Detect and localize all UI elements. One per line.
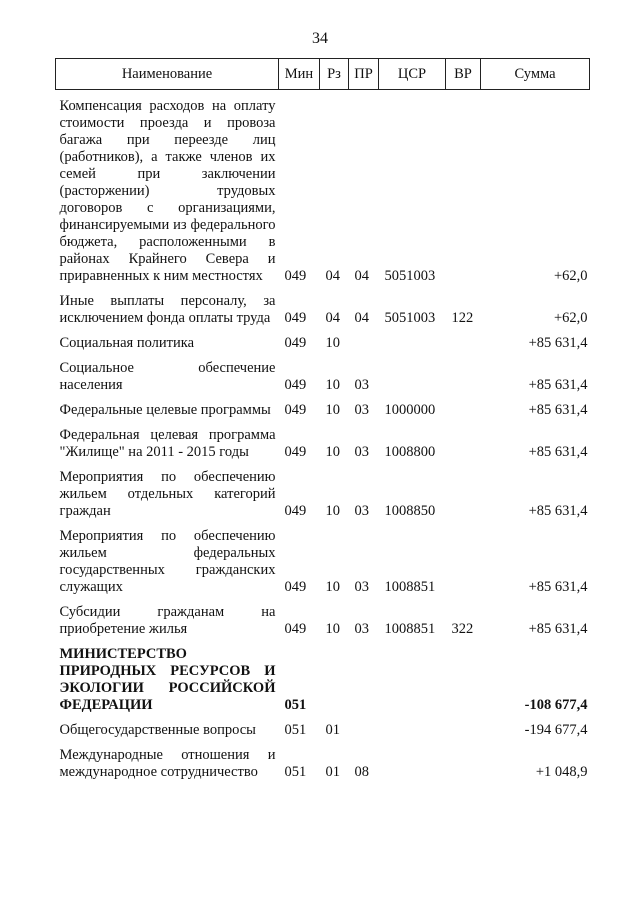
row-csr: 1008800 [384,444,436,460]
row-rz: 10 [325,503,340,519]
header-name: Наименование [56,59,279,90]
row-csr: 1008851 [384,579,436,595]
row-name-text: Международные отношения и международное сотрудничество [59,747,276,780]
header-rz: Рз [320,59,349,90]
row-name [56,427,279,461]
row-pr: 03 [354,621,369,637]
row-vr: 122 [451,310,474,326]
row-min: 049 [284,402,307,418]
row-rz: 10 [325,402,340,418]
row-spacer [56,596,590,604]
table-row [56,469,590,520]
row-min: 049 [284,621,307,637]
table-row [56,747,590,781]
row-sum: -194 677,4 [524,722,588,738]
row-rz: 10 [325,621,340,637]
row-spacer [56,419,590,427]
row-min: 049 [284,444,307,460]
table-row [56,722,590,739]
header-pr: ПР [349,59,379,90]
row-pr: 03 [354,402,369,418]
row-spacer [56,327,590,335]
row-name [56,528,279,596]
row-spacer [56,739,590,747]
row-rz: 04 [325,268,340,284]
row-csr [379,360,446,394]
row-pr [349,722,379,739]
row-rz: 10 [325,377,340,393]
table-header [56,59,590,90]
row-name-text: Субсидии гражданам на приобретение жилья [59,604,276,637]
table-row [56,360,590,394]
row-min: 051 [284,697,307,713]
row-sum: +85 631,4 [528,579,588,595]
row-spacer [56,520,590,528]
row-name [56,98,279,285]
row-rz: 01 [325,764,340,780]
row-name [56,360,279,394]
row-sum: +62,0 [553,268,588,284]
row-vr [446,528,481,596]
row-min: 049 [284,503,307,519]
row-name-text: Общегосударственные вопросы [59,722,256,738]
row-min: 049 [284,579,307,595]
row-vr [446,722,481,739]
budget-table [55,58,590,781]
row-min: 049 [284,310,307,326]
row-name [56,469,279,520]
row-csr [379,722,446,739]
row-vr [446,469,481,520]
row-vr [446,646,481,714]
row-min: 049 [284,335,307,351]
row-csr: 1008851 [384,621,436,637]
row-name-text: Компенсация расходов на оплату стоимости проезда и провоза багажа при переезде лиц (работников), а также членов их семей при заключении (расторжении) трудовых договоров с организациями, финансируемыми из федерального бюджета, расположенными в районах Крайнего Севера и приравненных к ним местностях [59,98,276,284]
table-row [56,98,590,285]
row-rz: 10 [325,335,340,351]
row-vr [446,360,481,394]
table-row [56,528,590,596]
row-rz: 10 [325,444,340,460]
row-spacer [56,394,590,402]
row-sum: +85 631,4 [528,402,588,418]
row-name-text: Мероприятия по обеспечению жильем федеральных государственных гражданских служащих [59,528,276,595]
row-min: 049 [284,268,307,284]
page-number: 34 [312,30,328,47]
row-name [56,402,279,419]
row-spacer [56,714,590,722]
row-name [56,646,279,714]
header-vr: ВР [446,59,481,90]
row-rz: 04 [325,310,340,326]
row-csr: 1000000 [384,402,436,418]
row-rz: 10 [325,579,340,595]
row-sum: +1 048,9 [535,764,588,780]
row-vr: 322 [451,621,474,637]
row-spacer [56,90,590,99]
row-pr: 08 [354,764,369,780]
row-pr: 03 [354,444,369,460]
row-name-text: Федеральные целевые программы [59,402,271,418]
row-vr [446,747,481,781]
row-name [56,747,279,781]
row-vr [446,402,481,419]
row-sum: +85 631,4 [528,335,588,351]
row-sum: +85 631,4 [528,444,588,460]
row-name [56,293,279,327]
row-pr: 03 [354,503,369,519]
row-csr [379,335,446,352]
row-rz [320,646,349,714]
row-vr [446,335,481,352]
row-csr [379,646,446,714]
row-spacer [56,638,590,646]
header-csr: ЦСР [379,59,446,90]
row-name [56,722,279,739]
row-name-text: Иные выплаты персоналу, за исключением фонда оплаты труда [59,293,276,326]
row-sum: +62,0 [553,310,588,326]
row-csr: 5051003 [384,310,436,326]
row-name [56,335,279,352]
row-name-text: Социальная политика [59,335,195,351]
row-pr: 04 [354,268,369,284]
row-sum: -108 677,4 [524,697,588,713]
row-sum: +85 631,4 [528,377,588,393]
table-row [56,402,590,419]
row-min: 049 [284,377,307,393]
row-csr: 5051003 [384,268,436,284]
row-name-text: Мероприятия по обеспечению жильем отдельных категорий граждан [59,469,276,519]
row-sum: +85 631,4 [528,621,588,637]
table-row [56,427,590,461]
row-sum: +85 631,4 [528,503,588,519]
row-pr: 04 [354,310,369,326]
row-vr [446,98,481,285]
header-min: Мин [279,59,320,90]
row-rz: 01 [325,722,340,738]
header-sum: Сумма [481,59,590,90]
row-spacer [56,461,590,469]
row-spacer [56,285,590,293]
table-row [56,646,590,714]
table-body [56,90,590,782]
header-row [56,59,590,90]
table-row [56,335,590,352]
row-vr [446,427,481,461]
row-csr: 1008850 [384,503,436,519]
table-row [56,293,590,327]
row-name [56,604,279,638]
row-name-text: Социальное обеспечение населения [59,360,276,393]
row-pr [349,646,379,714]
row-pr: 03 [354,377,369,393]
row-min: 051 [284,722,307,738]
row-pr: 03 [354,579,369,595]
row-min: 051 [284,764,307,780]
row-name-text: Федеральная целевая программа "Жилище" на 2011 - 2015 годы [59,427,276,460]
row-csr [379,747,446,781]
row-name-text: МИНИСТЕРСТВО ПРИРОДНЫХ РЕСУРСОВ И ЭКОЛОГИИ РОССИЙСКОЙ ФЕДЕРАЦИИ [59,646,276,713]
row-spacer [56,352,590,360]
table-row [56,604,590,638]
row-pr [349,335,379,352]
